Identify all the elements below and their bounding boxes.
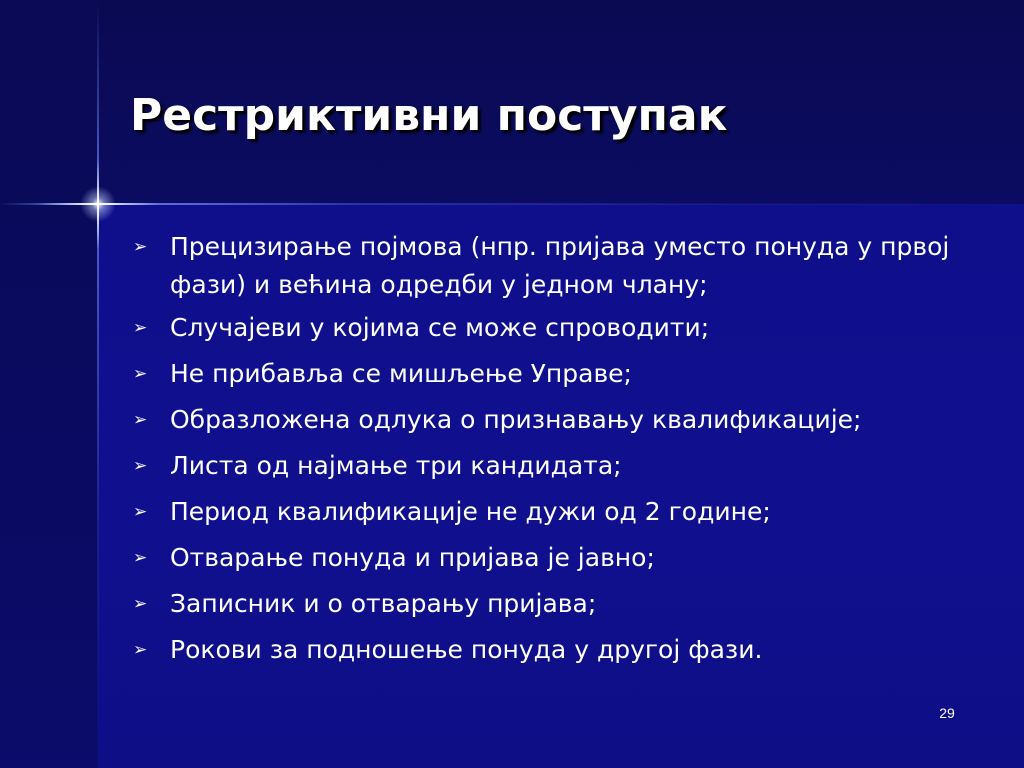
arrowhead-bullet-icon: ➢ [133, 502, 148, 522]
bullet-item [133, 447, 963, 485]
sparkle-ray-horizontal [38, 203, 158, 205]
bullet-text: Не прибавља се мишљење Управе; [170, 359, 632, 388]
arrowhead-bullet-icon: ➢ [133, 364, 148, 384]
bullet-text: Рокови за подношење понуда у другој фази. [170, 635, 763, 664]
bullet-text: Образложена одлука о признавању квалификације; [170, 405, 862, 434]
arrowhead-bullet-icon: ➢ [133, 594, 148, 614]
bullet-text: Записник и о отварању пријава; [170, 589, 597, 618]
bullet-item [133, 539, 963, 577]
bullet-item [133, 493, 963, 531]
arrowhead-bullet-icon: ➢ [133, 640, 148, 660]
arrowhead-bullet-icon: ➢ [133, 318, 148, 338]
arrowhead-bullet-icon: ➢ [133, 237, 148, 257]
bullet-text: Случајеви у којима се може спроводити; [170, 313, 710, 342]
slide-title: Рестриктивни поступак [130, 90, 728, 141]
bullet-item [133, 401, 963, 439]
arrowhead-bullet-icon: ➢ [133, 456, 148, 476]
arrowhead-bullet-icon: ➢ [133, 548, 148, 568]
bullet-text: Прецизирање појмова (нпр. пријава уместо понуда у првој фази) и већина одредби у једном члану; [170, 232, 950, 299]
page-number: 29 [939, 705, 955, 721]
bullet-item [133, 585, 963, 623]
bullet-text: Листа од најмање три кандидата; [170, 451, 622, 480]
bullet-item [133, 228, 963, 304]
bullet-item [133, 309, 963, 347]
arrowhead-bullet-icon: ➢ [133, 410, 148, 430]
bullet-text: Период квалификације не дужи од 2 године; [170, 497, 771, 526]
bullet-list [133, 228, 963, 677]
bullet-text: Отварање понуда и пријава је јавно; [170, 543, 655, 572]
bullet-item [133, 631, 963, 669]
bullet-item [133, 355, 963, 393]
left-band [0, 0, 98, 768]
vertical-accent-line [97, 0, 99, 768]
